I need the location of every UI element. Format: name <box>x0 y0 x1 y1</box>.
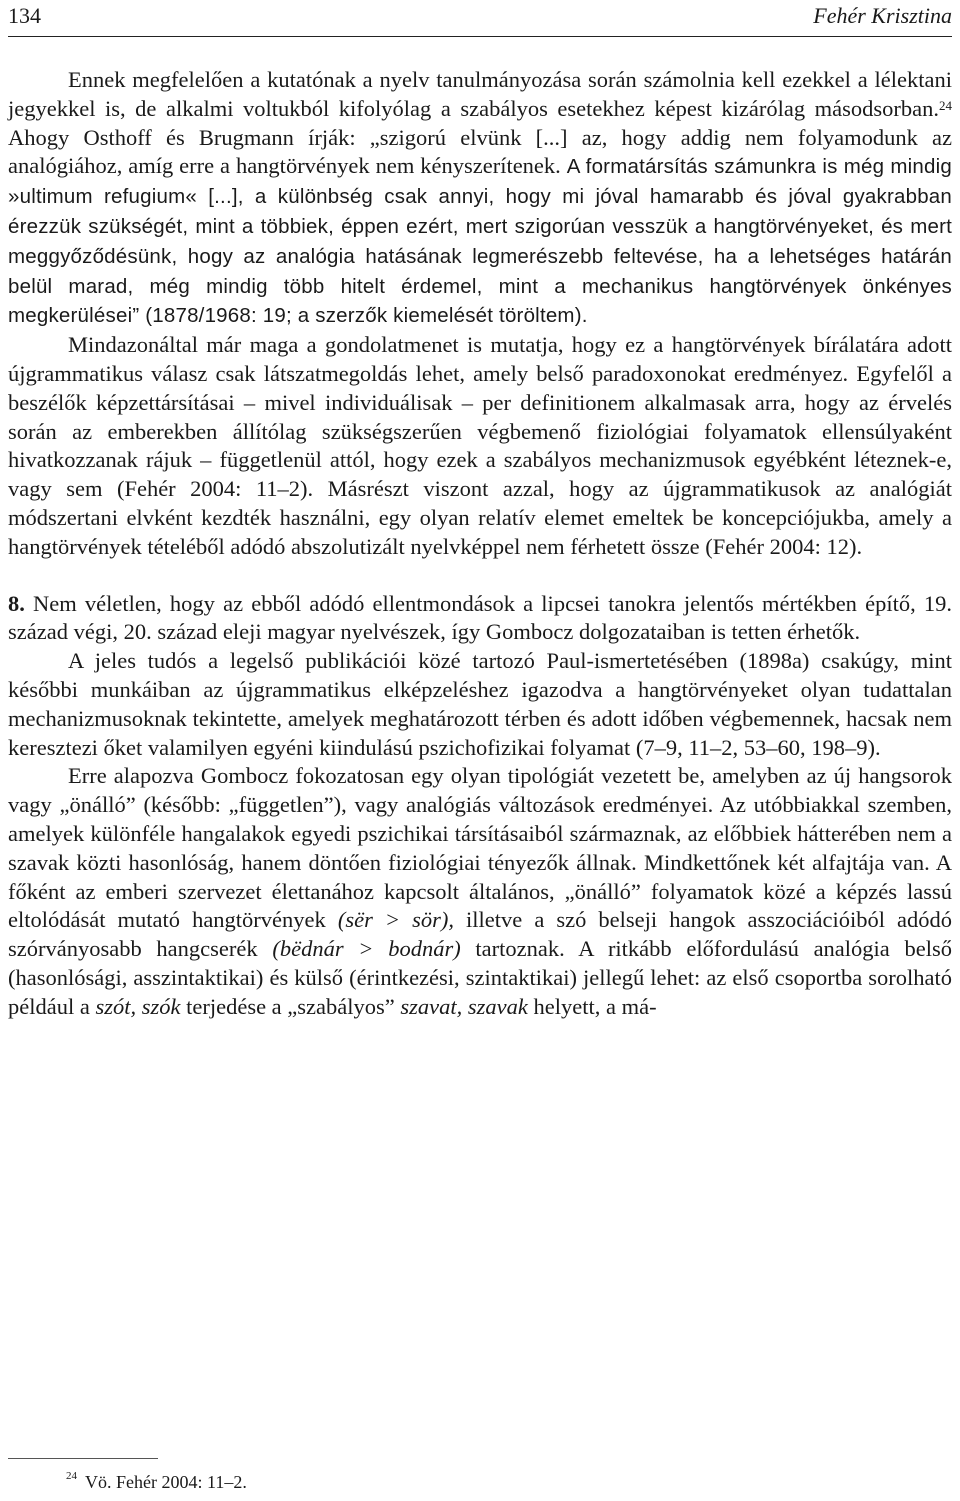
example-szavat-szavak: szavat, szavak <box>400 993 528 1019</box>
paragraph-2: Mindazonáltal már maga a gondolatmenet is mutatja, hogy ez a hangtörvények bírálatára adott újgrammatikus válasz csak látszatmegoldás lehet, amely belső paradoxonokat eredményez. Egyfelől a beszélők képzettársításai – mivel individuálisak – per definitionem alkalmasak arra, hogy az érvelés során az emberekben állítólag szükségszerűen végbemenő fiziológiai folyamatok ellensúlyaként hivatkozzanak rájuk – függetlenül attól, hogy ezek a szabályos mechanizmusok egyébként léteznek-e, vagy sem (Fehér 2004: 11–2). Másrészt viszont azzal, hogy az újgrammatikusok az analógiát módszertani elvként kezdték használni, egy olyan relatív elemet emeltek be koncepciójukba, amely a hangtörvények tételéből adódó abszolutizált nyelvképpel nem férhetett össze (Fehér 2004: 12). <box>8 332 952 559</box>
main-text <box>8 66 952 1022</box>
paragraph-1: Ennek megfelelően a kutatónak a nyelv tanulmányozása során számolnia kell ezekkel a lélektani jegyekkel is, de alkalmi voltukból kifolyólag a szabályos esetekhez képest kizárólag másodsorban.$^{24}$ Ahogy Osthoff és Brugmann írják: „szigorú elvünk [...] az, hogy addig nem folyamodunk az analógiához, amíg erre a hangtörvények nem kényszerítenek. A formatársítás számunkra is még mindig »ultimum refugium« [...], a különbség csak annyi, hogy mi jóval hamarabb és jóval gyakrabban érezzük szükségét, mint a többiek, éppen ezért, mert szigorúan vesszük a hangtörvényeket, és mert meggyőződésünk, hogy az analógia hatásának legmerészebb feltevése, ha a lehetséges határán belül marad, még mindig több hitelt érdemel, mint a mechanikus hangtörvények önkényes megkerülései” (1878/1968: 19; a szerzők kiemelését töröltem). <box>8 67 952 328</box>
section-8: 8. Nem véletlen, hogy az ebből adódó ellentmondások a lipcsei tanokra jelentős mértékben építő, 19. század végi, 20. század eleji magyar nyelvészek, így Gombocz dolgozataiban is tetten érhetők. <box>8 590 952 645</box>
example-ser-sor: (sër > sör), <box>337 907 454 933</box>
footnote-text: Vö. Fehér 2004: 11–2. <box>85 1472 247 1492</box>
page-number: 134 <box>8 3 41 28</box>
footnote-24 <box>66 1472 247 1493</box>
running-header <box>8 0 952 37</box>
footnote-divider <box>8 1458 158 1459</box>
quoted-passage: A formatársítás számunkra is még mindig »ultimum refugium« [...], a különbség csak annyi, hogy mi jóval hamarabb és jóval gyakrabban érezzük szükségét, mint a többiek, éppen ezért, mert szigorúan vesszük a hangtörvényeket, és mert meggyőződésünk, hogy az analógia hatásának legmerészebb feltevése, ha a lehetséges határán belül marad, még mindig több hitelt érdemel, mint a mechanikus hangtörvények önkényes megkerülései” (1878/1968: 19; a szerzők kiemelését töröltem). <box>8 155 952 328</box>
footnote-reference: 24 <box>939 97 952 113</box>
paragraph-3: A jeles tudós a legelső publikációi közé tartozó Paul-ismertetésében (1898a) csakúgy, mint későbbi munkáiban az újgrammatikus elképzeléshez igazodva a hangtörvényeket olyan tudattalan mechanizmusoknak tekintette, amelyek meghatározott térben és adott időben végbemennek, hacsak nem keresztezi őket valamilyen egyéni kiindulású pszichofizikai folyamat (7–9, 11–2, 53–60, 198–9). <box>8 648 952 760</box>
example-bednar-bodnar: (bëdnár > bodnár) <box>272 936 461 962</box>
footnote-number: 24 <box>66 1470 77 1482</box>
running-head-author: Fehér Krisztina <box>813 3 952 28</box>
section-number: 8. <box>8 590 25 616</box>
paragraph-4: Erre alapozva Gombocz fokozatosan egy olyan tipológiát vezetett be, amelyben az új hangsorok vagy „önálló” (később: „független”), vagy analógiás változások eredményei. Az utóbbiakkal szemben, amelyek különféle hangalakok egyedi pszichikai társításaiból származnak, az előbbiek hátterében nem a szavak közti hasonlóság, hanem döntően fiziológiai tényezők állnak. Mindkettőnek két alfajtája van. A főként az emberi szervezet élettanához kapcsolt általános, „önálló” folyamatok közé a képzés lassú eltolódását mutató hangtörvények (sër > sör), illetve a szó belseji hangok asszociációiból adódó szórványosabb hangcserék (bëdnár > bodnár) tartoznak. A ritkább előfordulású analógia belső (hasonlósági, asszintaktikai) és külső (érintkezési, szintaktikai) jellegű lehet: az első csoportba sorolható például a szót, szók terjedése a „szabályos” szavat, szavak helyett, a má- <box>8 763 952 1019</box>
example-szot-szok: szót, szók <box>95 993 181 1019</box>
